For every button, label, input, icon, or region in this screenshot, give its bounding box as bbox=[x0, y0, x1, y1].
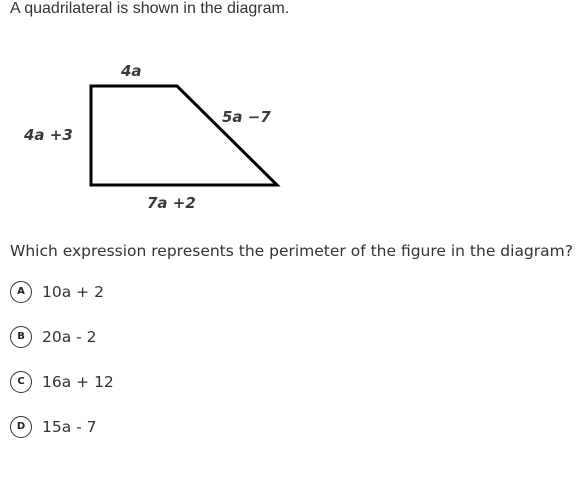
slant-side-label: 5a −7 bbox=[222, 108, 271, 126]
question-text: Which expression represents the perimeter of the figure in the diagram? bbox=[10, 242, 573, 260]
choice-letter-badge: C bbox=[10, 371, 32, 393]
choice-letter-badge: A bbox=[10, 281, 32, 303]
question-prompt: A quadrilateral is shown in the diagram. bbox=[10, 0, 290, 17]
choice-text: 16a + 12 bbox=[42, 372, 114, 391]
choice-d[interactable] bbox=[10, 414, 114, 439]
choice-text: 20a - 2 bbox=[42, 327, 97, 346]
choice-text: 15a - 7 bbox=[42, 417, 97, 436]
choice-text: 10a + 2 bbox=[42, 282, 104, 301]
quadrilateral-shape bbox=[91, 86, 277, 185]
choice-letter-badge: D bbox=[10, 416, 32, 438]
choice-letter-badge: B bbox=[10, 326, 32, 348]
choice-c[interactable] bbox=[10, 369, 114, 394]
answer-choices bbox=[10, 279, 114, 459]
bottom-side-label: 7a +2 bbox=[147, 194, 196, 212]
left-side-label: 4a +3 bbox=[24, 126, 73, 144]
top-side-label: 4a bbox=[121, 62, 142, 80]
choice-a[interactable] bbox=[10, 279, 114, 304]
quadrilateral-diagram bbox=[0, 0, 575, 230]
choice-b[interactable] bbox=[10, 324, 114, 349]
